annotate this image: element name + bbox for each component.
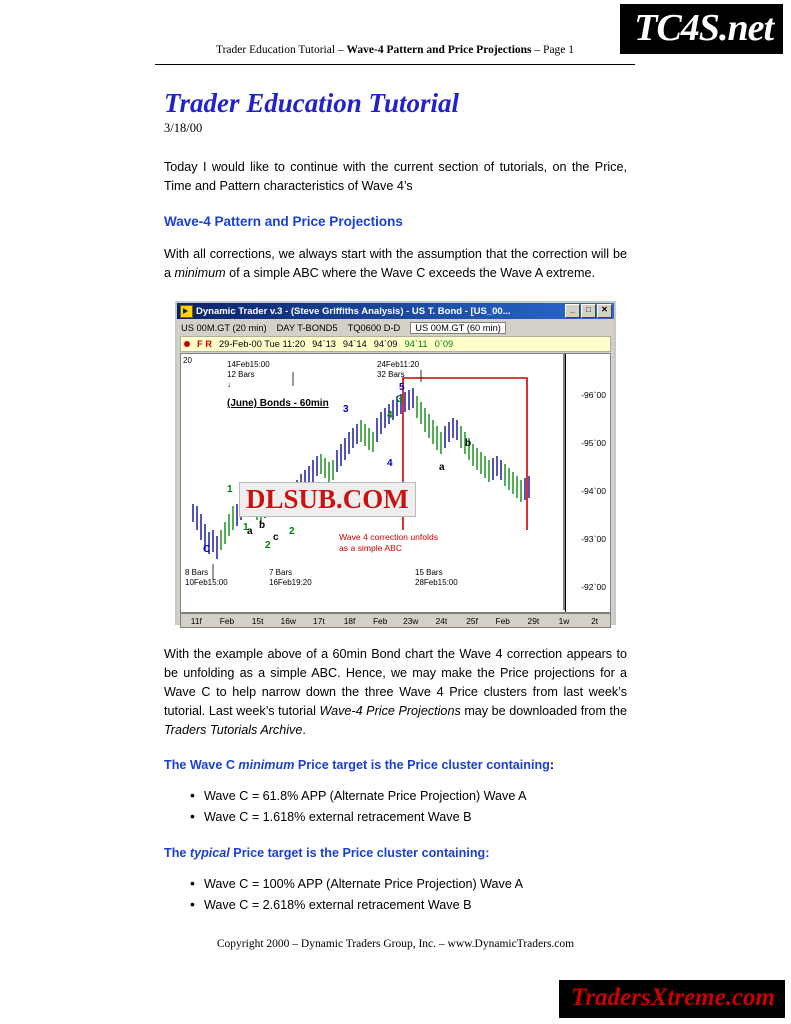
bar-note-3 <box>269 568 312 588</box>
time-tick-7: 23w <box>403 615 419 626</box>
toolbar-interval-select[interactable]: US 00M.GT (60 min) <box>410 322 506 334</box>
wave-label-3: 3 <box>343 404 349 415</box>
chart-application-window <box>175 301 616 625</box>
time-tick-12: 1w <box>558 615 570 626</box>
header-dash-1: – <box>335 44 347 56</box>
time-tick-3: 16w <box>280 615 296 626</box>
time-tick-13: 2t <box>591 615 599 626</box>
bar-note-0-line1: 14Feb15:00 <box>227 360 270 369</box>
quote-open: 94`13 <box>312 339 336 349</box>
time-tick-11: 29t <box>527 615 540 626</box>
minimum-heading-b: Price target is the Price cluster containing <box>294 758 550 772</box>
chart-annotation-line1: Wave 4 correction unfolds <box>339 532 439 542</box>
toolbar-symbol-label: US 00M.GT (20 min) <box>181 322 267 333</box>
time-tick-5: 18f <box>343 615 356 626</box>
header-page-number: Page 1 <box>543 44 575 56</box>
list-item: • Wave C = 61.8% APP (Alternate Price Projection) Wave A <box>190 786 627 807</box>
minimum-target-heading <box>164 758 627 772</box>
header-bold-text: Wave-4 Pattern and Price Projections <box>346 44 532 56</box>
header-left-text: Trader Education Tutorial <box>215 44 336 56</box>
bar-note-1 <box>377 360 419 380</box>
quote-bar <box>180 336 611 352</box>
document-date: 3/18/00 <box>164 121 203 135</box>
bar-note-2 <box>185 568 228 588</box>
time-tick-8: 24t <box>435 615 448 626</box>
watermark-top-right: TC4S.net <box>620 4 783 54</box>
quote-change: 0`09 <box>434 339 454 349</box>
bar-note-4 <box>415 568 458 588</box>
bar-note-4-line1: 15 Bars <box>415 568 443 577</box>
quote-high: 94`14 <box>342 339 367 349</box>
intro-paragraph: Today I would like to continue with the current section of tutorials, on the Price, Time and Pattern characteristics of Wave 4’s <box>164 160 627 193</box>
assumption-paragraph <box>164 245 627 283</box>
wave-label-3c: 3 <box>397 394 403 405</box>
time-tick-2: 15t <box>251 615 264 626</box>
section-heading: Wave-4 Pattern and Price Projections <box>164 214 403 229</box>
bar-note-1-line1: 24Feb11:20 <box>377 360 420 369</box>
quote-flag: F R <box>197 339 212 349</box>
wave-label-b1: b <box>259 520 266 531</box>
wave-label-1a: 1 <box>243 522 249 533</box>
wave-label-a2: a <box>439 462 445 473</box>
close-button[interactable]: ✕ <box>597 304 612 318</box>
list-item: • Wave C = 1.618% external retracement Wave B <box>190 807 627 828</box>
price-chart-canvas[interactable] <box>180 353 611 613</box>
assumption-text-italic: minimum <box>174 266 226 280</box>
price-label-3: -93`00 <box>581 534 606 544</box>
toolbar-session-label: DAY T-BOND5 <box>276 322 338 333</box>
wave-label-1b: 1 <box>227 484 233 495</box>
typical-target-list <box>164 874 627 916</box>
chart-discussion-b: may be downloaded from the <box>460 704 628 718</box>
header-dash-2: – <box>531 44 544 56</box>
wave-label-5: 5 <box>399 382 405 393</box>
chart-discussion-i1: Wave-4 Price Projections <box>319 704 461 718</box>
wave-label-a1: a <box>247 526 253 537</box>
bar-note-3-line2: 16Feb19:20 <box>269 578 312 587</box>
watermark-chart-overlay: DLSUB.COM <box>239 482 416 517</box>
page-running-header <box>155 44 635 56</box>
chart-window-titlebar <box>177 303 614 319</box>
time-tick-1: Feb <box>219 615 235 626</box>
chart-caption: (June) Bonds - 60min <box>227 398 329 409</box>
document-body <box>164 88 627 934</box>
time-tick-9: 25f <box>466 615 478 626</box>
chart-discussion-i2: Traders Tutorials Archive <box>164 723 303 737</box>
minimum-heading-italic: minimum <box>238 758 295 772</box>
list-item: • Wave C = 2.618% external retracement Wave B <box>190 895 627 916</box>
watermark-bottom-right: TradersXtreme.com <box>559 980 785 1018</box>
minimize-button[interactable]: _ <box>565 304 580 318</box>
list-item: • Wave C = 100% APP (Alternate Price Projection) Wave A <box>190 874 627 895</box>
price-label-1: -95`00 <box>581 438 606 448</box>
wave-label-4c: 4 <box>387 410 393 421</box>
time-tick-4: 17t <box>313 615 325 626</box>
price-label-2: -94`00 <box>581 486 606 496</box>
quote-datetime: 29-Feb-00 Tue 11:20 <box>218 339 306 349</box>
chart-discussion-a: With the example above of a 60min Bond chart the Wave 4 correction appears to be unfolding as a simple ABC. Hence, we may make the Price projections for a Wave C to help narrow down the three Wave 4 Price clusters from last week’s tutorial. Last week’s tutorial <box>164 647 627 718</box>
bar-note-2-line1: 8 Bars <box>185 568 209 577</box>
header-divider <box>155 64 635 65</box>
maximize-button[interactable]: □ <box>581 304 596 318</box>
typical-heading-b: Price target is the Price cluster containing: <box>229 846 490 860</box>
bar-note-3-line1: 7 Bars <box>269 568 293 577</box>
chart-toolbar[interactable] <box>177 319 614 335</box>
time-tick-0: 11f <box>190 615 202 626</box>
wave-label-2b: 2 <box>289 526 295 537</box>
chart-discussion-c: . <box>302 723 306 737</box>
copyright-notice: Copyright 2000 – Dynamic Traders Group, Inc. – www.DynamicTraders.com <box>216 938 575 950</box>
toolbar-code-label: TQ0600 D-D <box>347 322 401 333</box>
bar-note-1-line2: 32 Bars <box>377 370 405 379</box>
time-axis <box>180 613 611 628</box>
minimum-target-list <box>164 786 627 828</box>
quote-low: 94`09 <box>373 339 398 349</box>
wave-label-4: 4 <box>387 458 393 469</box>
price-axis <box>565 354 610 612</box>
typical-heading-a: The <box>164 846 190 860</box>
bar-note-4-line2: 28Feb15:00 <box>415 578 458 587</box>
status-dot-icon <box>184 341 190 347</box>
typical-target-heading <box>164 846 627 860</box>
assumption-text-pre: With all corrections, we always start with the assumption that the correction will be a <box>164 247 627 280</box>
quote-close: 94`11 <box>404 339 428 349</box>
minimum-heading-colon: : <box>549 758 555 772</box>
bar-note-0: 14Feb15:00 12 Bars ↓ <box>227 360 270 389</box>
chart-annotation-line2: as a simple ABC <box>339 543 403 553</box>
price-label-4: -92`00 <box>581 582 606 592</box>
window-controls[interactable] <box>565 304 612 318</box>
wave-label-C: C <box>203 544 211 555</box>
wave-label-2a: 2 <box>265 540 271 551</box>
bar-note-2-line2: 10Feb15:00 <box>185 578 228 587</box>
application-icon <box>180 305 193 318</box>
time-tick-6: Feb <box>372 615 388 626</box>
time-tick-10: Feb <box>495 615 510 626</box>
price-label-0: -96`00 <box>581 390 606 400</box>
wave-label-c1: c <box>273 532 279 543</box>
wave-label-b2: b <box>465 438 472 449</box>
chart-window-title: Dynamic Trader v.3 - (Steve Griffiths Analysis) - US T. Bond - [US_00... <box>196 305 511 317</box>
typical-heading-italic: typical <box>189 846 230 860</box>
chart-annotation <box>339 532 438 554</box>
chart-discussion-paragraph <box>164 645 627 740</box>
assumption-text-post: of a simple ABC where the Wave C exceeds the Wave A extreme. <box>225 266 595 280</box>
bar-note-0-line2: 12 Bars <box>227 370 255 379</box>
page-title: Trader Education Tutorial <box>164 88 460 118</box>
minimum-heading-a: The Wave C <box>164 758 239 772</box>
left-axis-corner-label: 20 <box>183 356 192 365</box>
